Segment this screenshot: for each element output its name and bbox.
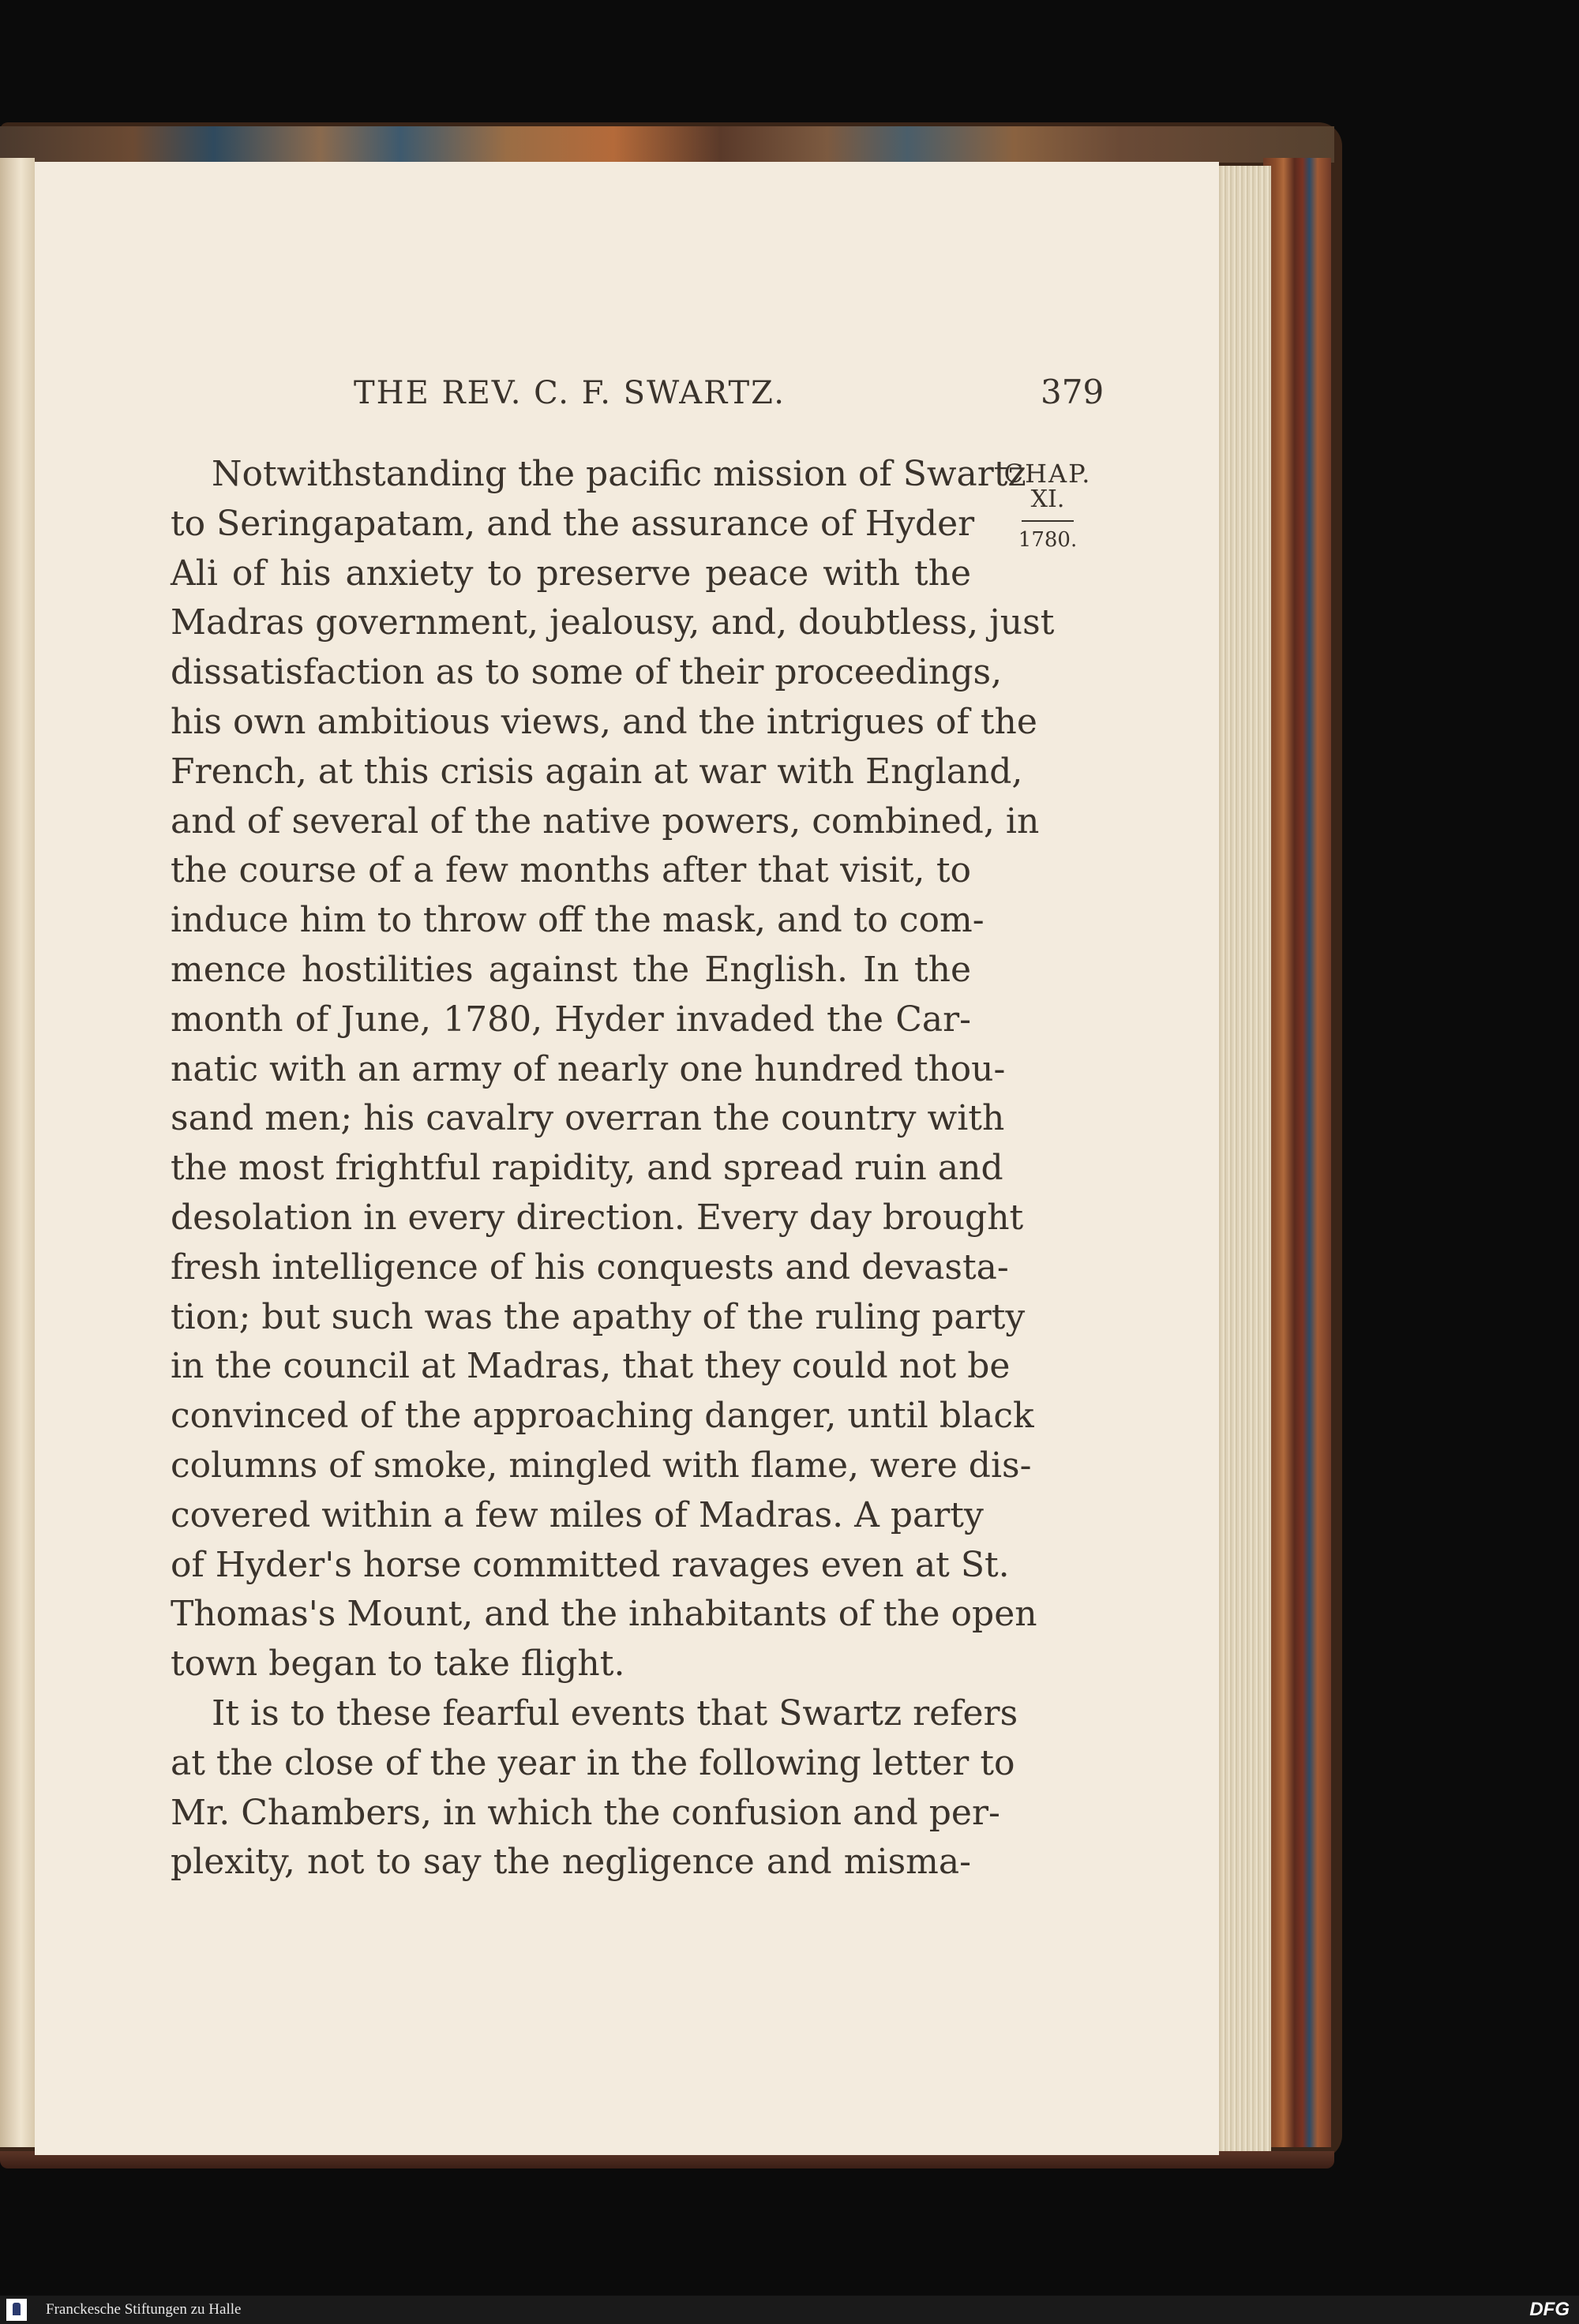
text-line: French, at this crisis again at war with England, — [171, 751, 1023, 792]
text-line: to Seringapatam, and the assurance of Hyder — [171, 503, 975, 544]
institution-logo-icon — [6, 2299, 27, 2321]
text-line: mence hostilities against the English. In the — [171, 949, 971, 990]
text-line: tion; but such was the apathy of the ruling party — [171, 1296, 1026, 1337]
text-line: It is to these fearful events that Swartz refers — [212, 1692, 1018, 1734]
text-line: the course of a few months after that visit, to — [171, 850, 971, 891]
text-line: of Hyder's horse committed ravages even at St. — [171, 1544, 1010, 1585]
text-line: induce him to throw off the mask, and to com- — [171, 900, 985, 941]
marginal-chapter-number: XI. — [1030, 485, 1065, 513]
running-title: THE REV. C. F. SWARTZ. — [354, 375, 786, 411]
text-line: dissatisfaction as to some of their proceedings, — [171, 652, 1003, 693]
text-line: at the close of the year in the following letter to — [171, 1742, 1015, 1783]
text-line: sand men; his cavalry overran the country with — [171, 1098, 1005, 1139]
dfg-logo: DFG — [1529, 2299, 1570, 2320]
text-line: natic with an army of nearly one hundred thou- — [171, 1048, 1006, 1089]
text-line: desolation in every direction. Every day brought — [171, 1197, 1024, 1238]
text-line: Notwithstanding the pacific mission of Swartz — [212, 454, 1026, 494]
page-number: 379 — [1041, 373, 1105, 411]
footer-bar — [0, 2296, 1579, 2324]
text-line: fresh intelligence of his conquests and devasta- — [171, 1246, 1009, 1288]
marginal-rule — [1022, 520, 1074, 522]
text-line: Madras government, jealousy, and, doubtless, just — [171, 602, 1055, 643]
marginal-chap-label: CHAP. — [1003, 459, 1092, 489]
text-line: town began to take flight. — [171, 1644, 625, 1685]
footer-credit: Franckesche Stiftungen zu Halle — [46, 2301, 242, 2318]
text-line: month of June, 1780, Hyder invaded the Car- — [171, 999, 971, 1040]
text-line: Thomas's Mount, and the inhabitants of the open — [171, 1594, 1037, 1635]
text-line: columns of smoke, mingled with flame, were dis- — [171, 1445, 1032, 1486]
text-line: Mr. Chambers, in which the confusion and per- — [171, 1792, 1000, 1833]
text-line: his own ambitious views, and the intrigues of the — [171, 701, 1037, 742]
text-line: and of several of the native powers, combined, in — [171, 800, 1040, 842]
text-line: convinced of the approaching danger, until black — [171, 1396, 1034, 1437]
text-line: Ali of his anxiety to preserve peace with the — [171, 553, 971, 594]
left-page-edge — [0, 158, 35, 2147]
logo-figure — [13, 2303, 21, 2315]
marginal-year: 1780. — [1018, 528, 1078, 552]
text-line: plexity, not to say the negligence and misma- — [171, 1842, 971, 1883]
text-line: covered within a few miles of Madras. A party — [171, 1494, 984, 1535]
page-block-edge — [1216, 166, 1271, 2155]
marbled-cover-edge — [1263, 158, 1331, 2147]
text-line: the most frightful rapidity, and spread ruin and — [171, 1148, 1003, 1189]
text-line: in the council at Madras, that they could not be — [171, 1346, 1011, 1387]
marbled-top-edge — [0, 126, 1334, 163]
